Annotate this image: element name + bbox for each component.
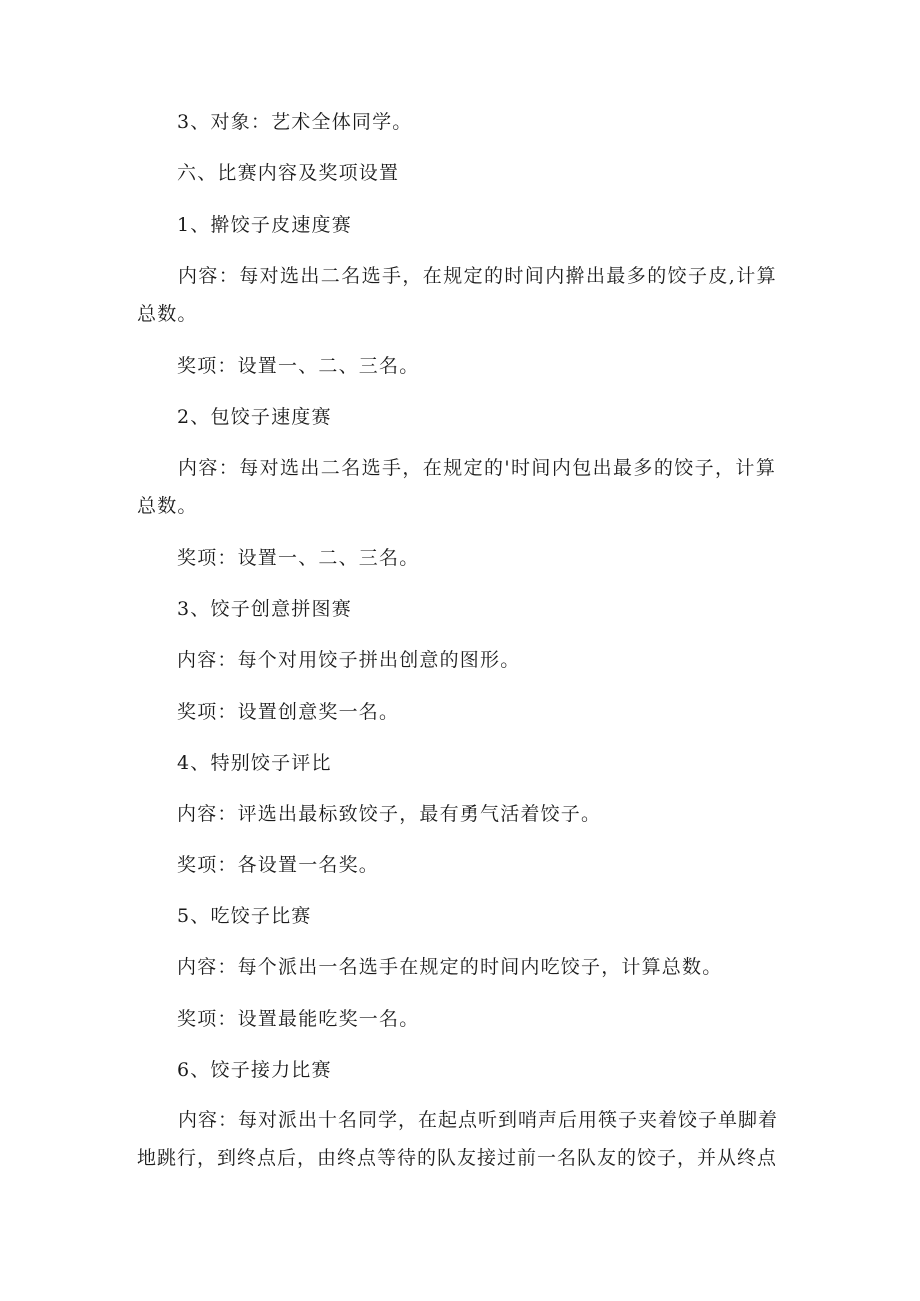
item-2-award: 奖项：设置一、二、三名。 xyxy=(177,547,420,569)
item-5-content: 内容：每个派出一名选手在规定的时间内吃饺子，计算总数。 xyxy=(177,956,723,978)
item-heading-3: 3、饺子创意拼图赛 xyxy=(177,598,352,620)
item-1-award: 奖项：设置一、二、三名。 xyxy=(177,355,420,377)
paragraph-target-audience: 3、对象：艺术全体同学。 xyxy=(177,111,413,133)
section-heading-competition: 六、比赛内容及奖项设置 xyxy=(177,162,400,184)
item-heading-2: 2、包饺子速度赛 xyxy=(177,406,332,428)
item-2-content-line-2: 总数。 xyxy=(137,495,198,517)
item-5-award: 奖项：设置最能吃奖一名。 xyxy=(177,1008,420,1030)
item-2-content-line-1: 内容：每对选出二名选手，在规定的'时间内包出最多的饺子，计算 xyxy=(178,457,777,479)
item-4-award: 奖项：各设置一名奖。 xyxy=(177,854,380,876)
item-3-content: 内容：每个对用饺子拼出创意的图形。 xyxy=(177,649,521,671)
item-1-content-line-1: 内容：每对选出二名选手，在规定的时间内擀出最多的饺子皮,计算 xyxy=(178,265,778,287)
item-6-content-line-2: 地跳行，到终点后，由终点等待的队友接过前一名队友的饺子，并从终点 xyxy=(137,1147,778,1169)
item-heading-6: 6、饺子接力比赛 xyxy=(177,1059,332,1081)
item-6-content-line-1: 内容：每对派出十名同学，在起点听到哨声后用筷子夹着饺子单脚着 xyxy=(178,1109,779,1131)
item-4-content: 内容：评选出最标致饺子，最有勇气活着饺子。 xyxy=(177,803,602,825)
item-heading-1: 1、擀饺子皮速度赛 xyxy=(177,214,352,236)
item-heading-4: 4、特别饺子评比 xyxy=(177,752,332,774)
item-3-award: 奖项：设置创意奖一名。 xyxy=(177,701,400,723)
item-1-content-line-2: 总数。 xyxy=(137,303,198,325)
item-heading-5: 5、吃饺子比赛 xyxy=(177,905,312,927)
